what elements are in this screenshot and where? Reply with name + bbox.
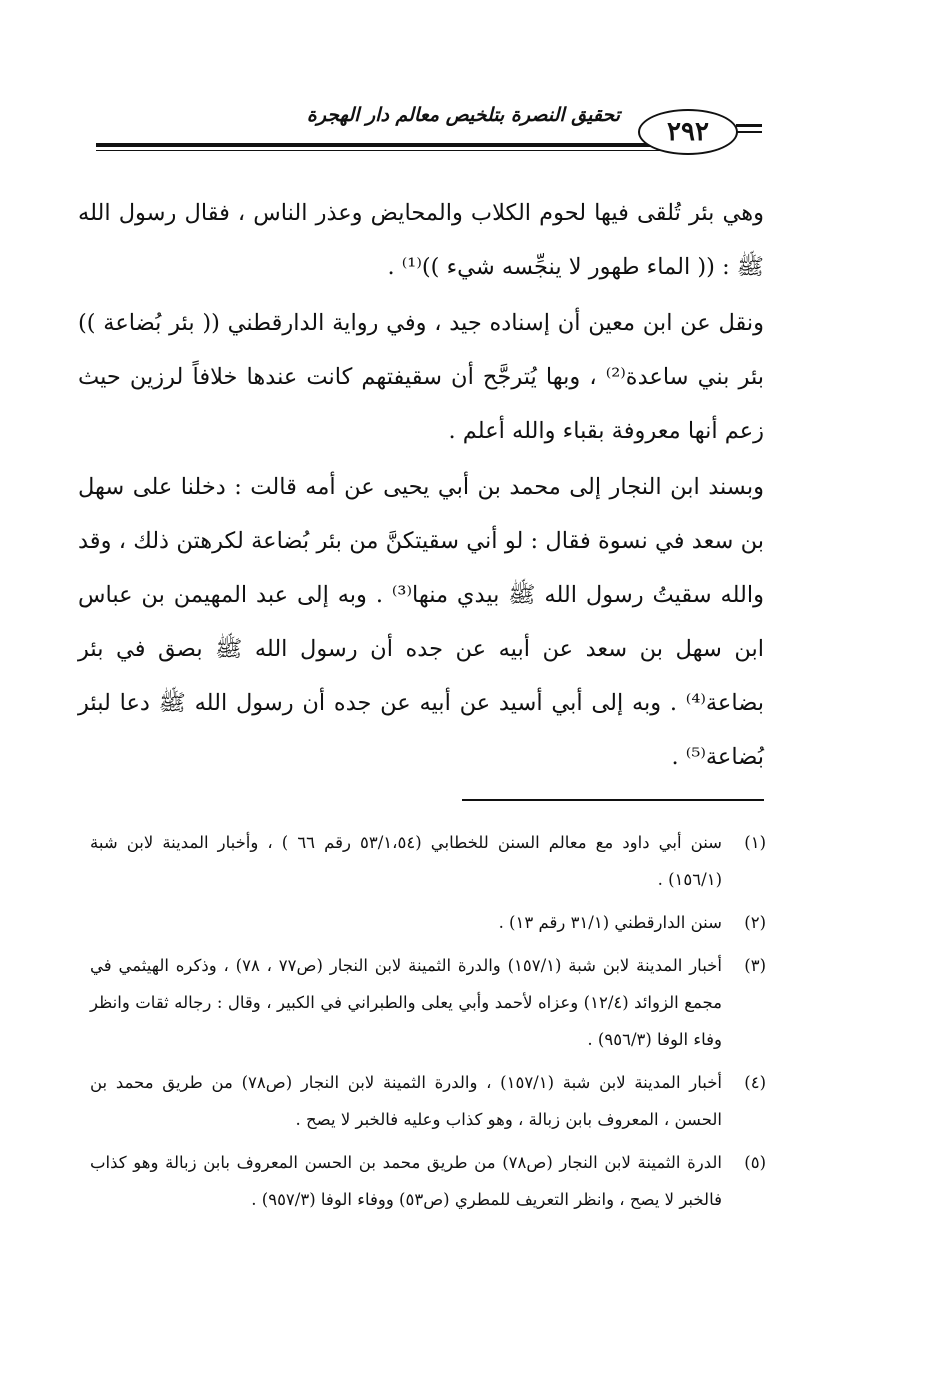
- paragraph-2: ونقل عن ابن معين أن إسناده جيد ، وفي رواية الدارقطني (( بئر بُضاعة )) بئر بني ساعدة⁽²⁾ ، وبها يُترجَّح أن سقيفتهم كانت عندها خلافاً لرزين حيث زعم أنها معروفة بقباء والله أعلم .: [78, 310, 765, 444]
- header-rule-right-upper: [736, 124, 762, 127]
- page-number: ٢٩٢: [667, 117, 709, 147]
- footnote-item: [90, 904, 766, 941]
- footnote-number: (٥): [744, 1153, 766, 1172]
- footnote-number: (٢): [744, 913, 766, 932]
- footnote-text: الدرة الثمينة لابن النجار (ص٧٨) من طريق محمد بن الحسن المعروف بابن زبالة وهو كذاب فالخبر لا يصح ، وانظر التعريف للمطري (ص٥٣) ووفاء الوفا (٩٥٧/٣) .: [90, 1153, 722, 1209]
- footnote-item: [90, 1144, 766, 1218]
- footnote-item: [90, 824, 766, 898]
- footnote-item: [90, 947, 766, 1058]
- page-number-oval: [638, 109, 738, 155]
- footnotes: [90, 824, 766, 1224]
- header-rule-thick: [96, 143, 716, 147]
- footnote-number: (١): [744, 833, 766, 852]
- header-rule-thin: [96, 150, 716, 151]
- paragraph-3: وبسند ابن النجار إلى محمد بن أبي يحيى عن أمه قالت : دخلنا على سهل بن سعد في نسوة فقال : لو أني سقيتكنَّ من بئر بُضاعة لكرهتن ذلك ، وقد والله سقيتُ رسول الله ﷺ بيدي منها⁽³⁾ . وبه إلى عبد المهيمن بن عباس ابن سهل بن سعد عن أبيه عن جده أن رسول الله ﷺ بصق في بئر بضاعة⁽⁴⁾ . وبه إلى أبي أسيد عن أبيه عن جده أن رسول الله ﷺ دعا لبئر بُضاعة⁽⁵⁾ .: [78, 474, 764, 770]
- footnote-separator: [462, 799, 764, 801]
- running-header-title: تحقيق النصرة بتلخيص معالم دار الهجرة: [306, 104, 620, 126]
- header-rule-right-lower: [736, 131, 762, 133]
- main-text: [78, 186, 764, 784]
- footnote-number: (٣): [744, 956, 766, 975]
- footnote-text: سنن أبي داود مع معالم السنن للخطابي (٥٣/١،٥٤ رقم ٦٦ ) ، وأخبار المدينة لابن شبة (١٥٦/١) .: [90, 833, 723, 889]
- paragraph-1: وهي بئر تُلقى فيها لحوم الكلاب والمحايض وعذر الناس ، فقال رسول الله ﷺ : (( الماء طهور لا ينجِّسه شيء ))⁽¹⁾ .: [78, 200, 764, 280]
- footnote-text: أخبار المدينة لابن شبة (١٥٧/١) والدرة الثمينة لابن النجار (ص٧٧ ، ٧٨) ، وذكره الهيثمي في مجمع الزوائد (١٢/٤) وعزاه لأحمد وأبي يعلى والطبراني في الكبير ، وقال : رجاله ثقات وانظر وفاء الوفا (٩٥٦/٣) .: [90, 956, 722, 1049]
- footnote-number: (٤): [744, 1073, 766, 1092]
- footnote-text: سنن الدارقطني (٣١/١ رقم ١٣) .: [498, 913, 722, 932]
- footnote-text: أخبار المدينة لابن شبة (١٥٧/١) ، والدرة الثمينة لابن النجار (ص٧٨) من طريق محمد بن الحسن ، المعروف بابن زبالة ، وهو كذاب وعليه فالخبر لا يصح .: [90, 1073, 722, 1129]
- footnote-item: [90, 1064, 766, 1138]
